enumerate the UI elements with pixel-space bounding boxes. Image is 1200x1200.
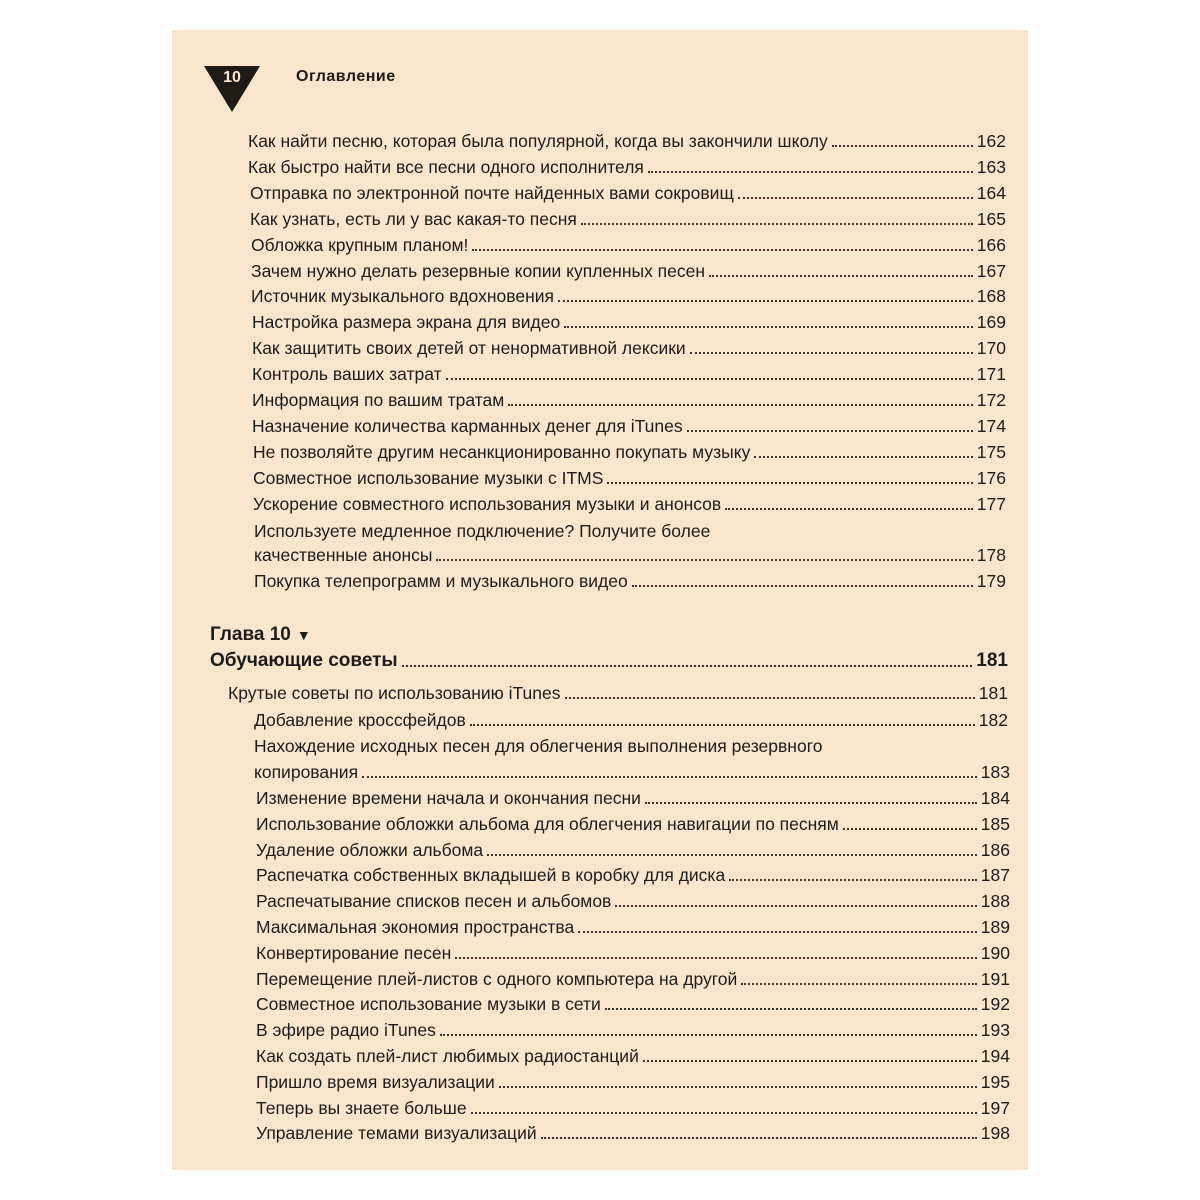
toc-entry-label: Контроль ваших затрат (252, 364, 442, 385)
toc-entry (254, 570, 1006, 592)
toc-entry-label: Отправка по электронной почте найденных вами сокровищ (250, 182, 734, 203)
dot-leader (741, 983, 977, 985)
toc-entry-page: 187 (980, 865, 1010, 886)
dot-leader (362, 776, 977, 778)
dot-leader (564, 326, 973, 328)
toc-entry-page: 198 (980, 1123, 1010, 1144)
toc-entry-label: Добавление кроссфейдов (254, 710, 466, 730)
dot-leader (754, 456, 972, 458)
chapter-arrow-icon: ▼ (296, 627, 311, 643)
toc-entry-page: 195 (980, 1071, 1010, 1092)
toc-entry-label: Покупка телепрограмм и музыкального видео (254, 571, 628, 591)
dot-leader (843, 828, 977, 830)
dot-leader (455, 957, 977, 959)
chapter-title: Обучающие советы (210, 650, 398, 671)
toc-entry-label: Распечатывание списков песен и альбомов (256, 891, 612, 912)
toc-entry-label: Максимальная экономия пространства (256, 917, 575, 937)
dot-leader (615, 905, 976, 907)
toc-entry (250, 182, 1006, 204)
toc-entry-label: качественные анонсы (254, 545, 433, 565)
toc-entry-page: 169 (976, 312, 1006, 333)
toc-entry-page: 166 (976, 234, 1006, 255)
toc-entry-label: Совместное использование музыки с ITMS (253, 467, 604, 488)
chapter-page: 181 (976, 650, 1008, 671)
toc-entry-page: 197 (980, 1097, 1010, 1118)
chapter-heading (210, 624, 311, 646)
toc-entry-page: 162 (976, 131, 1006, 151)
toc-entry-label: Как быстро найти все песни одного исполнителя (248, 156, 644, 177)
toc-entry (256, 1071, 1010, 1093)
toc-entry-label: Изменение времени начала и окончания песни (256, 788, 641, 808)
page-number: 10 (223, 69, 241, 86)
toc-entry-page: 163 (976, 156, 1006, 177)
toc-entry-label: Информация по вашим тратам (252, 390, 505, 410)
toc-entry (250, 208, 1006, 230)
book-page (172, 30, 1028, 1170)
toc-entry-multiline-line1: Нахождение исходных песен для облегчения выполнения резервного (254, 736, 823, 756)
toc-entry-page: 188 (980, 891, 1010, 912)
toc-entry-multiline-line1: Используете медленное подключение? Получите более (254, 521, 711, 541)
toc-entry-label: Обложка крупным планом! (251, 234, 469, 255)
dot-leader (471, 1112, 977, 1114)
dot-leader (832, 145, 973, 147)
dot-leader (709, 275, 973, 277)
dot-leader (690, 352, 973, 354)
toc-entry-label: Управление темами визуализаций (256, 1123, 537, 1144)
toc-entry (256, 942, 1010, 964)
toc-entry (256, 968, 1010, 990)
toc-entry-page: 192 (980, 994, 1010, 1015)
toc-entry-page: 164 (976, 182, 1006, 203)
dot-leader (440, 1034, 977, 1036)
toc-entry-label: Использование обложки альбома для облегчения навигации по песням (256, 813, 839, 834)
toc-entry (251, 260, 1006, 282)
toc-entry-page: 167 (976, 260, 1006, 281)
toc-entry-page: 185 (980, 813, 1010, 834)
dot-leader (508, 404, 972, 406)
toc-entry-label: Перемещение плей-листов с одного компьютера на другой (256, 968, 738, 989)
toc-entry-label: Конвертирование песен (256, 942, 452, 963)
toc-entry-page: 184 (980, 788, 1010, 808)
toc-entry-label: В эфире радио iTunes (256, 1020, 436, 1041)
toc-entry (256, 839, 1010, 861)
toc-entry-label: Назначение количества карманных денег для iTunes (252, 415, 683, 436)
toc-entry-page: 178 (976, 545, 1006, 565)
toc-entry (254, 709, 1008, 731)
toc-entry (256, 864, 1010, 886)
subchapter-page: 181 (978, 683, 1008, 703)
running-title: Оглавление (296, 68, 396, 85)
dot-leader (729, 879, 977, 881)
toc-entry-page: 186 (980, 839, 1010, 860)
toc-entry (253, 493, 1006, 515)
dot-leader (436, 559, 972, 561)
toc-entry-label: Источник музыкального вдохновения (251, 286, 554, 307)
toc-entry-page: 179 (976, 571, 1006, 591)
dot-leader (645, 802, 977, 804)
toc-entry (252, 363, 1006, 385)
toc-entry (256, 916, 1010, 938)
toc-entry-label: Совместное использование музыки в сети (256, 994, 601, 1015)
toc-entry-label: Удаление обложки альбома (256, 839, 484, 860)
toc-entry-label: Пришло время визуализации (256, 1071, 495, 1092)
toc-entry-label: Не позволяйте другим несанкционированно покупать музыку (253, 441, 751, 462)
toc-entry-page: 171 (976, 364, 1006, 385)
toc-entry (256, 813, 1010, 835)
dot-leader (643, 1060, 977, 1062)
toc-entry (252, 415, 1006, 437)
dot-leader (541, 1137, 977, 1139)
toc-entry-label: Как защитить своих детей от ненормативной лексики (252, 338, 686, 359)
toc-entry-label: Как создать плей-лист любимых радиостанций (256, 1046, 639, 1066)
dot-leader (402, 665, 973, 667)
dot-leader (581, 223, 973, 225)
toc-entry-page: 165 (976, 208, 1006, 229)
toc-entry (252, 337, 1006, 359)
toc-entry-page: 194 (980, 1046, 1010, 1066)
dot-leader (648, 171, 973, 173)
toc-entry-label: Распечатка собственных вкладышей в коробку для диска (256, 865, 726, 886)
subchapter-title: Крутые советы по использованию iTunes (228, 683, 561, 703)
page-header (204, 66, 396, 106)
toc-entry-page: 183 (980, 762, 1010, 782)
toc-entry (253, 467, 1006, 489)
dot-leader (607, 482, 972, 484)
subchapter-entry (228, 682, 1008, 704)
toc-entry-label: Настройка размера экрана для видео (252, 312, 561, 333)
dot-leader (687, 430, 973, 432)
toc-entry (252, 311, 1006, 333)
dot-leader (578, 931, 977, 933)
toc-entry-page: 190 (980, 942, 1010, 963)
toc-entry-label: Как узнать, есть ли у вас какая-то песня (250, 208, 577, 229)
toc-entry (256, 1122, 1010, 1144)
toc-entry-page: 191 (980, 968, 1010, 989)
dot-leader (605, 1008, 977, 1010)
dot-leader (632, 585, 973, 587)
toc-entry-page: 182 (978, 710, 1008, 730)
toc-entry-page: 177 (976, 493, 1006, 514)
toc-entry (254, 544, 1006, 566)
toc-entry-page: 170 (976, 338, 1006, 359)
toc-entry-label: Ускорение совместного использования музыки и анонсов (253, 493, 722, 514)
toc-entry-page: 193 (980, 1020, 1010, 1041)
dot-leader (499, 1086, 977, 1088)
toc-entry-label: Зачем нужно делать резервные копии купленных песен (251, 260, 706, 281)
toc-entry (252, 389, 1006, 411)
page-number-badge (204, 66, 260, 112)
toc-entry-page: 176 (976, 467, 1006, 488)
dot-leader (725, 508, 973, 510)
toc-entry-page: 189 (980, 917, 1010, 937)
toc-entry (253, 441, 1006, 463)
toc-entry (256, 1097, 1010, 1119)
dot-leader (565, 697, 975, 699)
toc-entry (251, 234, 1006, 256)
dot-leader (738, 197, 973, 199)
toc-entry-label: Теперь вы знаете больше (256, 1097, 467, 1118)
toc-entry (254, 761, 1010, 783)
dot-leader (558, 300, 973, 302)
toc-entry (256, 1045, 1010, 1067)
toc-entry (256, 1019, 1010, 1041)
dot-leader (470, 724, 975, 726)
toc-entry (256, 890, 1010, 912)
toc-entry-page: 175 (976, 441, 1006, 462)
toc-entry (248, 130, 1006, 152)
toc-entry (251, 285, 1006, 307)
toc-entry (256, 993, 1010, 1015)
toc-entry-page: 174 (976, 415, 1006, 436)
dot-leader (487, 854, 977, 856)
toc-entry-label: копирования (254, 762, 359, 782)
chapter-title-entry (210, 650, 1008, 672)
toc-entry-label: Как найти песню, которая была популярной, когда вы закончили школу (248, 131, 828, 151)
toc-entry (248, 156, 1006, 178)
dot-leader (472, 249, 972, 251)
dot-leader (446, 378, 973, 380)
toc-entry-page: 168 (976, 286, 1006, 307)
toc-entry (256, 787, 1010, 809)
toc-entry-page: 172 (976, 390, 1006, 410)
chapter-label: Глава 10 (210, 624, 291, 645)
